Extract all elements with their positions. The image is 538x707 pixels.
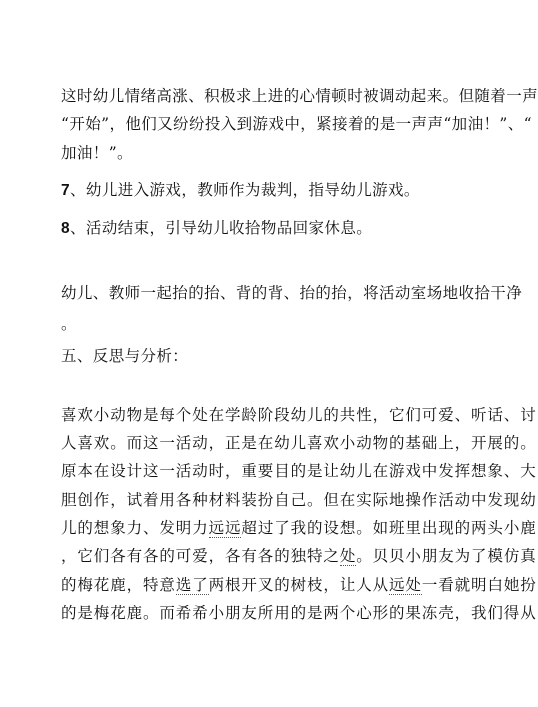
- paragraph-3-line-7-part-c: 两根开叉的树枝，让人从: [208, 576, 390, 594]
- paragraph-1-line-3: 加油！”。: [61, 144, 133, 162]
- underlined-word-yuanyuan: 远远: [208, 519, 242, 537]
- paragraph-3-line-5-part-c: 超过了我的设想。如班里出现的两头小鹿: [241, 519, 537, 537]
- paragraph-3-line-6-part-c: 。贝贝小朋友为了模仿真: [356, 547, 537, 565]
- paragraph-2-line-1: 幼儿、教师一起抬的抬、背的背、抬的抬，将活动室场地收拾干净: [61, 284, 523, 302]
- step-7-number: 7: [61, 182, 71, 199]
- step-7-text: 、幼儿进入游戏，教师作为裁判，指导幼儿游戏。: [70, 181, 420, 199]
- paragraph-3-line-7-part-a: 的梅花鹿，特意: [61, 576, 176, 594]
- step-8-number: 8: [61, 220, 71, 237]
- paragraph-3-line-1: 喜欢小动物是每个处在学龄阶段幼儿的共性，它们可爱、听话、讨: [61, 406, 537, 424]
- paragraph-3-line-5: [61, 518, 537, 538]
- paragraph-1-line-2: “开始”，他们又纷纷投入到游戏中，紧接着的是一声声“加油！”、“: [61, 115, 532, 133]
- underlined-word-yuanchu: 远处: [389, 576, 422, 594]
- step-7: [61, 180, 461, 201]
- paragraph-3-line-5-part-a: 儿的想象力、发明力: [61, 519, 209, 537]
- underlined-word-xuanle: 选了: [175, 576, 209, 594]
- paragraph-3-line-6-part-a: ，它们各有各的可爱，各有各的独特之: [61, 547, 340, 565]
- paragraph-3-line-7: [61, 575, 537, 595]
- paragraph-3-line-4: 胆创作，试着用各种材料装扮自己。但在实际地操作活动中发现幼: [61, 491, 537, 509]
- paragraph-3-line-3: 原本在设计这一活动时，重要目的是让幼儿在游戏中发挥想象、大: [61, 462, 537, 480]
- paragraph-1-line-1: 这时幼儿情绪高涨、积极求上进的心情顿时被调动起来。但随着一声: [61, 87, 538, 105]
- paragraph-3-line-8: 的是梅花鹿。而希希小朋友所用的是两个心形的果冻壳，我们得从: [61, 604, 537, 622]
- step-8: [61, 218, 461, 239]
- paragraph-3-line-6: [61, 546, 537, 566]
- section-heading: 五、反思与分析：: [61, 347, 189, 365]
- paragraph-3-line-7-part-e: 一看就明白她扮: [421, 576, 537, 594]
- paragraph-2-line-2: 。: [61, 315, 77, 333]
- paragraph-3-line-2: 人喜欢。而这一活动，正是在幼儿喜欢小动物的基础上，开展的。: [61, 434, 537, 452]
- underlined-word-chu: 处: [339, 547, 357, 565]
- step-8-text: 、活动结束，引导幼儿收拾物品回家休息。: [70, 219, 373, 237]
